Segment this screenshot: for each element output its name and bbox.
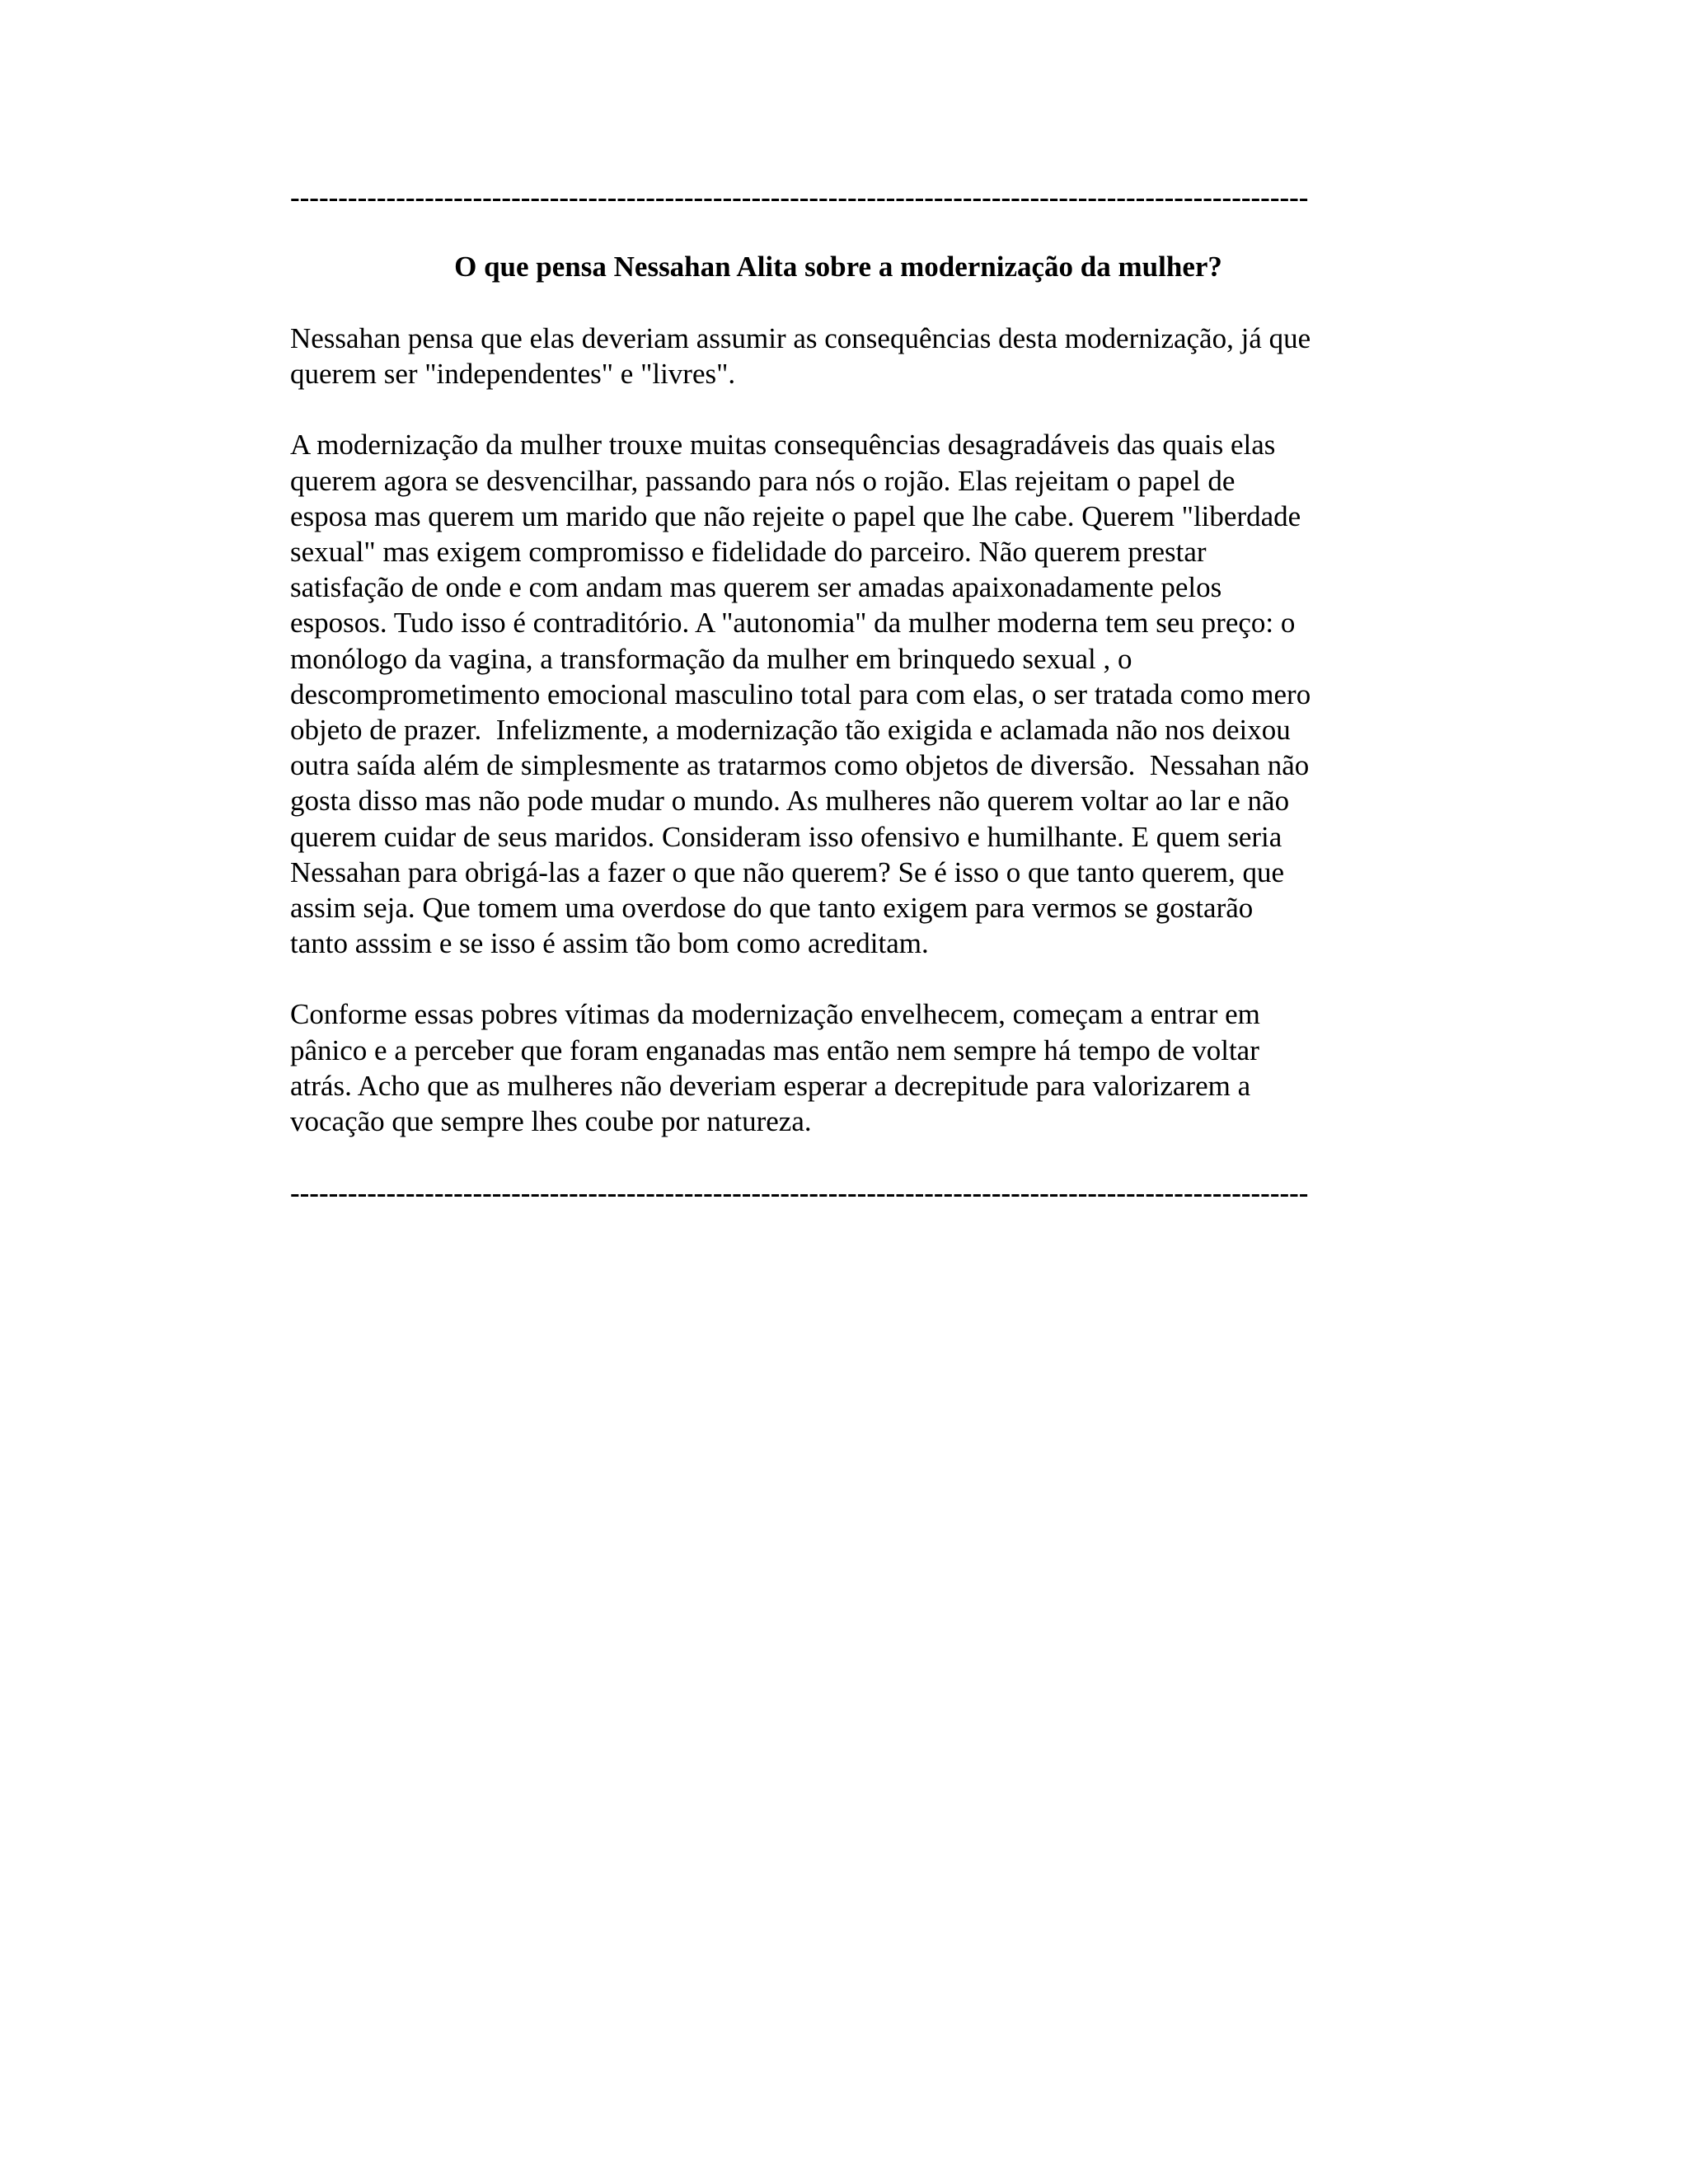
text-line: esposos. Tudo isso é contraditório. A "autonomia" da mulher moderna tem seu preço: o — [290, 607, 1296, 640]
text-line: tanto asssim e se isso é assim tão bom como acreditam. — [290, 927, 929, 960]
paragraph-3 — [290, 996, 1395, 1139]
text-line: pânico e a perceber que foram enganadas mas então nem sempre há tempo de voltar — [290, 1033, 1259, 1066]
text-line: A modernização da mulher trouxe muitas consequências desagradáveis das quais elas — [290, 429, 1276, 462]
paragraph-2 — [290, 427, 1395, 961]
text-line: satisfação de onde e com andam mas querem ser amadas apaixonadamente pelos — [290, 571, 1222, 604]
paragraph-1 — [290, 321, 1395, 391]
separator-bottom: ---------------------------------------------------------------------------------------------------------- — [290, 1177, 1309, 1210]
text-line: Nessahan para obrigá-las a fazer o que não querem? Se é isso o que tanto querem, que — [290, 855, 1285, 888]
page-title: O que pensa Nessahan Alita sobre a modernização da mulher? — [454, 251, 1222, 283]
text-line: querem cuidar de seus maridos. Consideram isso ofensivo e humilhante. E quem seria — [290, 820, 1282, 853]
text-line: gosta disso mas não pode mudar o mundo. As mulheres não querem voltar ao lar e não — [290, 785, 1290, 818]
text-line: monólogo da vagina, a transformação da mulher em brinquedo sexual , o — [290, 642, 1132, 675]
text-line: vocação que sempre lhes coube por natureza. — [290, 1105, 812, 1138]
text-line: atrás. Acho que as mulheres não deveriam esperar a decrepitude para valorizarem a — [290, 1069, 1251, 1102]
text-line: esposa mas querem um marido que não rejeite o papel que lhe cabe. Querem "liberdade — [290, 499, 1301, 532]
text-line: Nessahan pensa que elas deveriam assumir as consequências desta modernização, já que — [290, 322, 1311, 354]
text-line: outra saída além de simplesmente as tratarmos como objetos de diversão. Nessahan não — [290, 749, 1310, 782]
text-line: querem agora se desvencilhar, passando para nós o rojão. Elas rejeitam o papel de — [290, 464, 1236, 497]
document-body — [290, 180, 1395, 1212]
text-line: assim seja. Que tomem uma overdose do que tanto exigem para vermos se gostarão — [290, 892, 1254, 925]
separator-top: ---------------------------------------------------------------------------------------------------------- — [290, 181, 1309, 213]
text-line: querem ser "independentes" e "livres". — [290, 358, 736, 391]
text-line: objeto de prazer. Infelizmente, a modernização tão exigida e aclamada não nos deixou — [290, 714, 1291, 747]
text-line: sexual" mas exigem compromisso e fidelidade do parceiro. Não querem prestar — [290, 536, 1207, 569]
text-line: Conforme essas pobres vítimas da modernização envelhecem, começam a entrar em — [290, 998, 1260, 1031]
text-line: descomprometimento emocional masculino total para com elas, o ser tratada como mero — [290, 677, 1311, 710]
